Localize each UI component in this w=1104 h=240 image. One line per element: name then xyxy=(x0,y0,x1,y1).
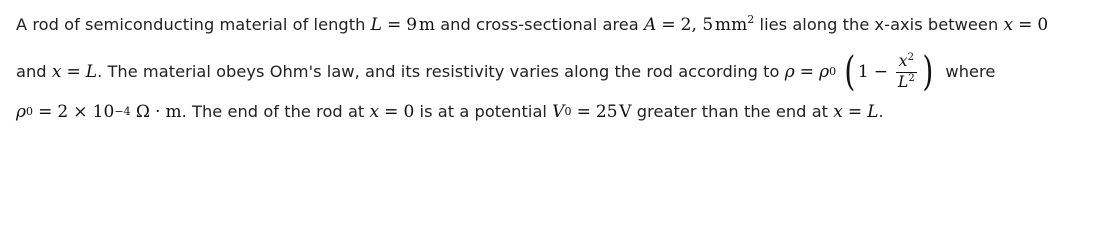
problem-line-3: ρ 0 = 2 × 10 −4 Ω · m . The end of the rod at x = 0 is at a potential V 0 = 25 V greater than the end at x = L . xyxy=(16,102,884,122)
zero-value: 0 xyxy=(1037,15,1049,35)
voltage-unit: V xyxy=(619,102,632,122)
equals-sign: = xyxy=(386,15,402,35)
meter-unit: m xyxy=(165,102,182,122)
length-value: 9 xyxy=(406,15,418,35)
problem-line-2: and x = L . The material obeys Ohm's law, and its resistivity varies along the rod according to ρ = ρ 0 ( 1 − $\frac{x^2}{L^2}$ ) where xyxy=(16,49,996,95)
text-segment: where xyxy=(945,62,996,81)
problem-statement xyxy=(16,14,1096,130)
area-unit: mm xyxy=(714,15,748,35)
left-parenthesis: ( xyxy=(844,49,856,95)
area-symbol: A xyxy=(643,15,657,35)
text-segment: between xyxy=(927,15,999,34)
text-segment: . xyxy=(878,102,884,121)
voltage-symbol: V xyxy=(552,102,565,122)
one-value: 1 xyxy=(857,62,869,82)
x-symbol: x xyxy=(51,62,62,82)
x-symbol: x xyxy=(1003,15,1014,35)
equals-sign: = xyxy=(576,102,591,122)
text-segment: A rod of semiconducting material of length xyxy=(16,15,366,34)
fraction xyxy=(895,53,918,91)
equals-sign: = xyxy=(66,62,81,82)
rho0-symbol: ρ xyxy=(16,102,27,122)
length-symbol: L xyxy=(85,62,98,82)
text-segment: and xyxy=(16,62,47,81)
length-symbol: L xyxy=(867,102,879,122)
ten-base: 10 xyxy=(92,102,115,122)
x-symbol: x xyxy=(369,102,380,122)
ohm-symbol: Ω xyxy=(135,102,150,122)
times-sign: × xyxy=(73,102,88,122)
numerator-exponent: 2 xyxy=(907,52,914,63)
x-symbol: x xyxy=(833,102,843,122)
equals-sign: = xyxy=(384,102,399,122)
numerator-x: x xyxy=(898,52,908,70)
area-value: 2, 5 xyxy=(680,15,714,35)
area-unit-exponent: 2 xyxy=(747,13,755,26)
equals-sign: = xyxy=(799,62,815,82)
text-segment: . The material obeys Ohm's law, and its resistivity varies along the rod according to xyxy=(97,62,780,81)
denominator-L: L xyxy=(898,73,909,91)
zero-value: 0 xyxy=(403,102,415,122)
text-segment: is at a potential xyxy=(419,102,547,121)
length-unit: m xyxy=(418,15,435,35)
rho-symbol: ρ xyxy=(784,62,795,82)
multiply-dot: · xyxy=(155,102,161,122)
text-segment: . The end of the rod at xyxy=(181,102,365,121)
text-segment: greater than the end at xyxy=(636,102,829,121)
equals-sign: = xyxy=(38,102,53,122)
denominator-exponent: 2 xyxy=(908,73,915,84)
minus-sign: − xyxy=(873,62,888,82)
voltage-value: 25 xyxy=(595,102,618,122)
text-segment: lies along the xyxy=(759,15,870,34)
resistivity-factor xyxy=(842,49,935,95)
equals-sign: = xyxy=(847,102,863,122)
right-parenthesis: ) xyxy=(922,49,934,95)
length-symbol: L xyxy=(370,15,382,35)
x-axis-text: x-axis xyxy=(874,15,923,34)
fraction-numerator xyxy=(896,53,917,73)
rho0-symbol: ρ xyxy=(819,62,830,82)
equals-sign: = xyxy=(1018,15,1033,35)
coefficient-value: 2 xyxy=(57,102,69,122)
equals-sign: = xyxy=(661,15,676,35)
fraction-denominator xyxy=(895,73,918,91)
problem-line-1 xyxy=(16,14,1096,50)
text-segment: and cross-sectional area xyxy=(440,15,639,34)
